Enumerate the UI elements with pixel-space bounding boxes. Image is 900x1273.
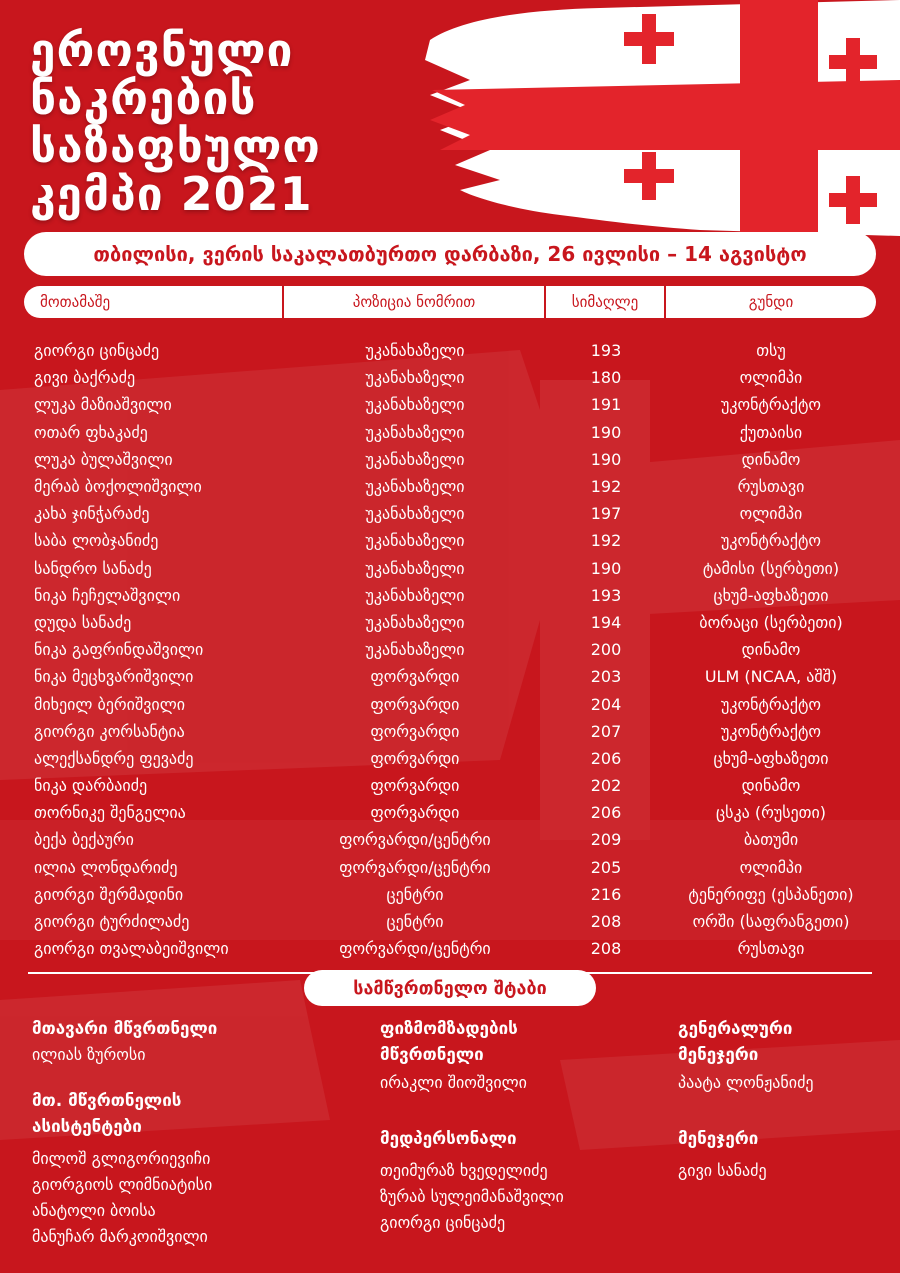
table-row	[24, 718, 876, 745]
player-position: უკანახაზელი	[365, 504, 465, 524]
staff-member: მანუჩარ მარკოიშვილი	[32, 1227, 208, 1246]
table-row	[24, 636, 876, 663]
player-team: ტამისი (სერბეთი)	[702, 558, 840, 578]
staff-member: ირაკლი შიოშვილი	[380, 1073, 527, 1092]
player-name: ოთარ ფხაკაძე	[34, 422, 148, 442]
player-team: უკონტრაქტო	[720, 721, 822, 741]
title-line: ეროვნული	[30, 23, 294, 77]
player-name: გიორგი შერმადინი	[34, 884, 184, 904]
general-manager-block	[678, 1016, 878, 1096]
player-team: ცსკა (რუსეთი)	[715, 803, 827, 823]
player-team: ორში (საფრანგეთი)	[692, 912, 850, 932]
table-row	[24, 419, 876, 446]
table-row	[24, 500, 876, 527]
table-row	[24, 745, 876, 772]
role-title: ფიზმომზადების	[380, 1019, 518, 1039]
player-team: ქუთაისი	[739, 422, 803, 442]
table-header	[24, 286, 876, 318]
table-row	[24, 337, 876, 364]
player-name: ნიკა ჩეჩელაშვილი	[34, 585, 181, 605]
staff-member: ილიას ზუროსი	[32, 1045, 146, 1064]
player-team: ოლიმპი	[739, 857, 803, 877]
column-header-position: პოზიცია ნომრით	[284, 286, 546, 318]
table-row	[24, 663, 876, 690]
table-row	[24, 609, 876, 636]
title-line: საზაფხულო	[30, 119, 321, 173]
player-height: 204	[590, 694, 622, 714]
player-name: მიხეილ ბერიშვილი	[34, 694, 186, 714]
player-team: ტენერიფე (ესპანეთი)	[688, 884, 854, 904]
player-position: უკანახაზელი	[365, 558, 465, 578]
head-coach-block	[32, 1016, 342, 1068]
player-name: ნიკა მეცხვარიშვილი	[34, 667, 194, 687]
player-team: ULM (NCAA, აშშ)	[704, 667, 838, 687]
player-team: ცხუმ-აფხაზეთი	[713, 585, 829, 605]
player-position: ფორვარდი/ცენტრი	[339, 857, 491, 877]
player-name: გიორგი კორსანტია	[34, 721, 185, 741]
player-team: უკონტრაქტო	[720, 531, 822, 551]
player-team: ბათუმი	[743, 830, 799, 850]
column-header-player: მოთამაშე	[24, 286, 284, 318]
player-name: კახა ჯინჭარაძე	[34, 504, 150, 524]
roster-table	[24, 337, 876, 962]
player-name: გიორგი თვალაბეიშვილი	[34, 939, 229, 959]
player-height: 208	[590, 912, 622, 932]
player-position: უკანახაზელი	[365, 640, 465, 660]
player-team: თსუ	[756, 341, 786, 361]
player-name: სანდრო სანაძე	[34, 558, 152, 578]
player-position: ფორვარდი	[370, 667, 460, 687]
player-height: 193	[590, 585, 622, 605]
player-height: 194	[590, 612, 622, 632]
player-position: ცენტრი	[386, 912, 444, 932]
player-team: ცხუმ-აფხაზეთი	[713, 748, 829, 768]
player-height: 203	[590, 667, 622, 687]
table-row	[24, 881, 876, 908]
player-name: დუდა სანაძე	[34, 612, 132, 632]
role-title: გენერალური	[678, 1019, 793, 1039]
player-name: ლუკა მაზიაშვილი	[34, 395, 172, 415]
table-row	[24, 799, 876, 826]
player-team: უკონტრაქტო	[720, 694, 822, 714]
table-row	[24, 446, 876, 473]
table-row	[24, 582, 876, 609]
player-position: ცენტრი	[386, 884, 444, 904]
staff-member: ზურაბ სულეიმანაშვილი	[380, 1187, 564, 1206]
player-height: 192	[590, 531, 622, 551]
staff-member: გივი სანაძე	[678, 1161, 767, 1180]
player-height: 209	[590, 830, 622, 850]
player-position: ფორვარდი	[370, 694, 460, 714]
player-team: რუსთავი	[737, 477, 805, 497]
player-height: 192	[590, 477, 622, 497]
player-name: ილია ლონდარიძე	[34, 857, 178, 877]
column-header-height: სიმაღლე	[546, 286, 666, 318]
player-team: ოლიმპი	[739, 504, 803, 524]
player-position: უკანახაზელი	[365, 477, 465, 497]
player-height: 191	[590, 395, 622, 415]
player-name: ნიკა დარბაიძე	[34, 776, 148, 796]
title-line: ნაკრების	[30, 71, 257, 125]
player-position: უკანახაზელი	[365, 531, 465, 551]
player-position: უკანახაზელი	[365, 422, 465, 442]
player-height: 216	[590, 884, 622, 904]
player-height: 193	[590, 341, 622, 361]
player-height: 190	[590, 449, 622, 469]
role-title: მენეჯერი	[678, 1045, 759, 1065]
player-height: 180	[590, 368, 622, 388]
player-height: 207	[590, 721, 622, 741]
manager-block	[678, 1126, 878, 1184]
role-title: მენეჯერი	[678, 1129, 759, 1149]
player-team: დინამო	[741, 640, 801, 660]
title-line: კემპი 2021	[30, 167, 313, 221]
player-name: გიორგი ცინცაძე	[34, 341, 160, 361]
table-row	[24, 391, 876, 418]
staff-member: პაატა ლონჟანიძე	[678, 1073, 814, 1092]
player-position: უკანახაზელი	[365, 585, 465, 605]
table-row	[24, 935, 876, 962]
player-height: 208	[590, 939, 622, 959]
player-name: გივი ბაქრაძე	[34, 368, 136, 388]
role-title: მთ. მწვრთნელის	[32, 1091, 182, 1111]
player-name: ლუკა ბულაშვილი	[34, 449, 173, 469]
table-row	[24, 690, 876, 717]
staff-member: თეიმურაზ ხვედელიძე	[380, 1161, 548, 1180]
table-row	[24, 908, 876, 935]
role-title: მედპერსონალი	[380, 1129, 517, 1149]
location-date-banner: თბილისი, ვერის საკალათბურთო დარბაზი, 26 ივლისი – 14 აგვისტო	[24, 232, 876, 276]
player-position: უკანახაზელი	[365, 368, 465, 388]
player-height: 200	[590, 640, 622, 660]
player-name: მერაბ ბოქოლიშვილი	[34, 477, 202, 497]
player-team: დინამო	[741, 776, 801, 796]
player-height: 190	[590, 422, 622, 442]
table-row	[24, 772, 876, 799]
column-header-team: გუნდი	[748, 293, 794, 311]
player-team: დინამო	[741, 449, 801, 469]
player-name: ალექსანდრე ფევაძე	[34, 748, 194, 768]
player-height: 190	[590, 558, 622, 578]
page-title	[30, 23, 450, 221]
table-row	[24, 364, 876, 391]
player-position: ფორვარდი	[370, 803, 460, 823]
staff-member: მილოშ გლიგორიევიჩი	[32, 1149, 211, 1168]
player-name: საბა ლობჯანიძე	[34, 531, 159, 551]
staff-member: გიორგი ცინცაძე	[380, 1213, 506, 1232]
player-team: უკონტრაქტო	[720, 395, 822, 415]
role-title: ასისტენტები	[32, 1117, 142, 1137]
player-height: 206	[590, 803, 622, 823]
player-team: რუსთავი	[737, 939, 805, 959]
player-team: ბორაცი (სერბეთი)	[699, 612, 843, 632]
player-name: ნიკა გაფრინდაშვილი	[34, 640, 204, 660]
player-name: ბექა ბექაური	[34, 830, 134, 850]
player-position: ფორვარდი/ცენტრი	[339, 939, 491, 959]
player-position: ფორვარდი	[370, 748, 460, 768]
table-row	[24, 826, 876, 853]
player-name: გიორგი ტურძილაძე	[34, 912, 190, 932]
assistants-block	[32, 1088, 342, 1250]
player-name: თორნიკე შენგელია	[34, 803, 186, 823]
medical-staff-block	[380, 1126, 660, 1236]
table-row	[24, 473, 876, 500]
role-title: მთავარი მწვრთნელი	[32, 1019, 218, 1039]
staff-member: ანატოლი ბოისა	[32, 1201, 156, 1220]
player-position: უკანახაზელი	[365, 612, 465, 632]
table-row	[24, 854, 876, 881]
player-height: 202	[590, 776, 622, 796]
player-height: 205	[590, 857, 622, 877]
player-position: ფორვარდი	[370, 721, 460, 741]
staff-heading: სამწვრთნელო შტაბი	[304, 970, 596, 1006]
table-row	[24, 527, 876, 554]
player-height: 206	[590, 748, 622, 768]
staff-member: გიორგიოს ლიმნიატისი	[32, 1175, 213, 1194]
player-position: უკანახაზელი	[365, 341, 465, 361]
player-position: უკანახაზელი	[365, 395, 465, 415]
player-position: ფორვარდი/ცენტრი	[339, 830, 491, 850]
player-height: 197	[590, 504, 622, 524]
player-position: ფორვარდი	[370, 776, 460, 796]
player-position: უკანახაზელი	[365, 449, 465, 469]
table-row	[24, 555, 876, 582]
player-team: ოლიმპი	[739, 368, 803, 388]
fitness-coach-block	[380, 1016, 660, 1096]
role-title: მწვრთნელი	[380, 1045, 484, 1065]
